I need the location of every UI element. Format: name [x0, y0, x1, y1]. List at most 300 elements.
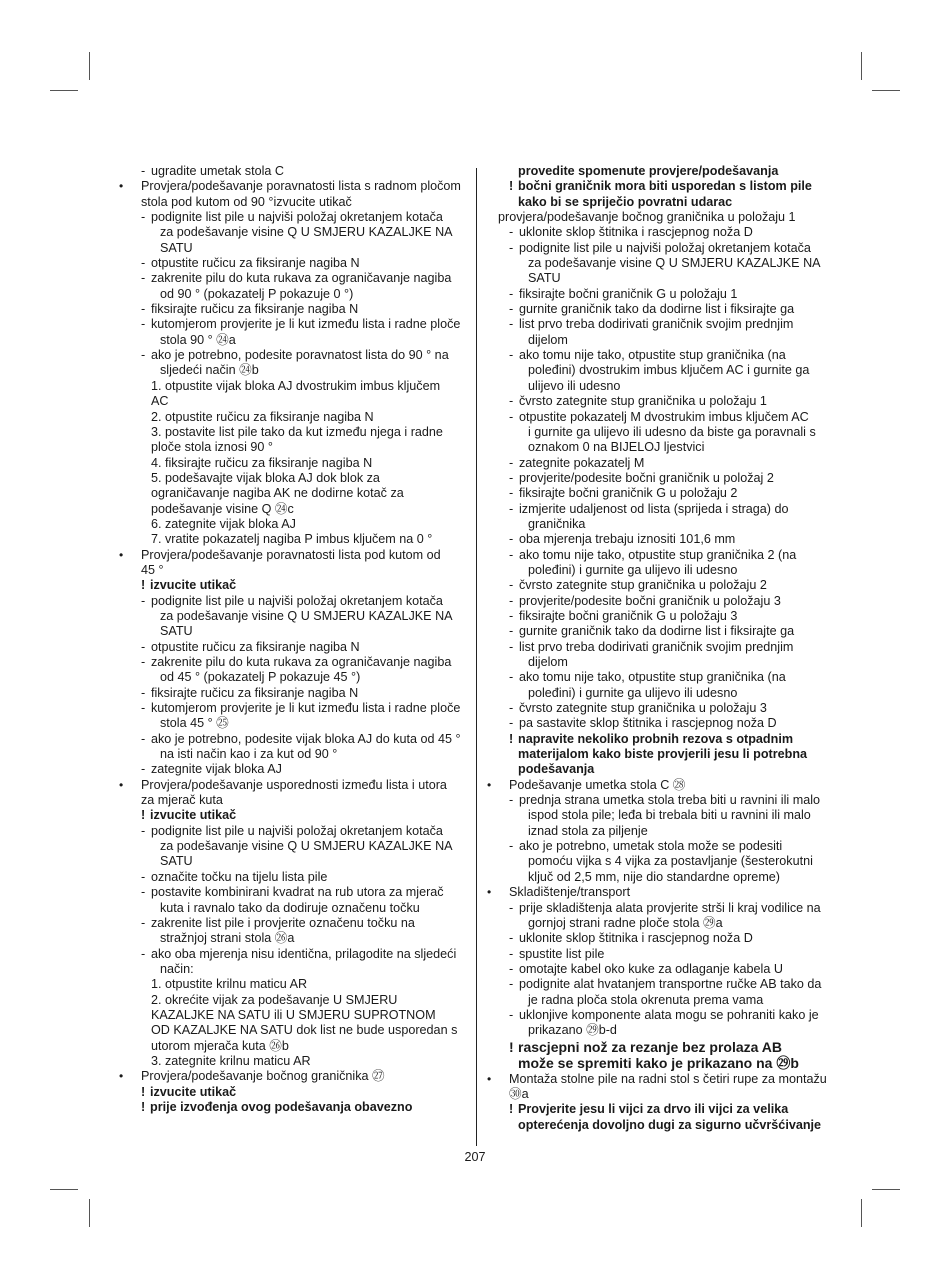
dash-item [487, 931, 837, 946]
warning-item [487, 1102, 837, 1117]
dash-mark: - [141, 731, 146, 746]
dash-item [119, 686, 469, 701]
line-text: izvucite utikač [150, 578, 237, 593]
line-text: prije izvođenja ovog podešavanja obavezno [150, 1099, 413, 1114]
line-text: poleđini) i gurnite ga ulijevo ili udesno [528, 562, 738, 577]
bullet-item [119, 548, 469, 563]
dash-item [487, 456, 837, 471]
line-text: stola 90 ° ㉔a [160, 332, 236, 347]
continuation-line [119, 1023, 469, 1038]
line-text: od 90 ° (pokazatelj P pokazuje 0 °) [160, 286, 354, 301]
line-text: napravite nekoliko probnih rezova s otpadnim [518, 731, 794, 746]
dash-mark: - [509, 977, 514, 992]
dash-item [487, 532, 837, 547]
dash-mark: - [141, 271, 146, 286]
dash-mark: - [509, 716, 514, 731]
line-text: list prvo treba dodirivati graničnik svojim prednjim [519, 317, 794, 332]
line-text: uklonjive komponente alata mogu se pohraniti kako je [519, 1007, 819, 1022]
dash-item [119, 348, 469, 363]
line-text: zategnite pokazatelj M [519, 455, 645, 470]
continuation-line [119, 333, 469, 348]
continuation-line [487, 517, 837, 532]
line-text: podignite list pile u najviši položaj okretanjem kotača [151, 210, 443, 225]
continuation-line [119, 1039, 469, 1054]
line-text: ako tomu nije tako, otpustite stup graničnika 2 (na [519, 547, 797, 562]
dash-item [487, 410, 837, 425]
line-text: provjerite/podesite bočni graničnik u položaj 2 [519, 470, 774, 485]
dash-item [119, 701, 469, 716]
line-text: zategnite vijak bloka AJ [151, 762, 282, 777]
dash-mark: - [141, 317, 146, 332]
dash-item [487, 947, 837, 962]
dash-item [487, 977, 837, 992]
numbered-step [119, 993, 469, 1008]
dash-mark: - [509, 532, 514, 547]
line-text: 3. postavite list pile tako da kut između njega i radne [151, 424, 443, 439]
line-text: 4. fiksirajte ručicu za fiksiranje nagiba N [151, 455, 373, 470]
column-divider [476, 168, 477, 1146]
crop-mark [50, 90, 78, 91]
line-text: KAZALJKE NA SATU ili U SMJERU SUPROTNOM [151, 1007, 436, 1022]
dash-item [487, 901, 837, 916]
dash-item [487, 793, 837, 808]
line-text: ograničavanje nagiba AK ne dodirne kotač za [151, 486, 404, 501]
continuation-line [487, 1023, 837, 1038]
warning-mark-icon: ! [509, 179, 514, 194]
line-text: čvrsto zategnite stup graničnika u položaju 1 [519, 394, 767, 409]
continuation-line [119, 241, 469, 256]
continuation-line [487, 440, 837, 455]
dash-mark: - [141, 946, 146, 961]
continuation-line [487, 1118, 837, 1133]
dash-item [487, 701, 837, 716]
line-text: Provjera/podešavanje bočnog graničnika ㉗ [141, 1069, 385, 1084]
dash-item [119, 762, 469, 777]
line-text: graničnika [528, 516, 586, 531]
line-text: kuta i ravnalo tako da dodiruje označenu točku [160, 900, 420, 915]
continuation-line [487, 993, 837, 1008]
continuation-line [119, 854, 469, 869]
line-text: podešavanja [518, 762, 595, 777]
line-text: ulijevo ili udesno [528, 378, 621, 393]
line-text: način: [160, 961, 194, 976]
line-text: 3. zategnite krilnu maticu AR [151, 1053, 311, 1068]
bullet-icon: • [119, 1069, 124, 1084]
dash-mark: - [509, 839, 514, 854]
line-text: stražnjoj strani stola ㉖a [160, 931, 295, 946]
line-text: čvrsto zategnite stup graničnika u položaju 3 [519, 701, 767, 716]
line-text: rascjepni nož za rezanje bez prolaza AB [518, 1038, 783, 1055]
continuation-line [487, 1087, 837, 1102]
continuation-line [119, 901, 469, 916]
continuation-line [119, 394, 469, 409]
dash-mark: - [141, 655, 146, 669]
line-text: ako je potrebno, podesite vijak bloka AJ do kuta od 45 ° [151, 731, 461, 746]
numbered-step [119, 1054, 469, 1069]
line-text: spustite list pile [519, 946, 605, 961]
dash-mark: - [141, 164, 146, 178]
line-text: i gurnite ga ulijevo ili udesno da biste ga poravnali s [528, 424, 816, 439]
line-text: OD KAZALJKE NA SATU dok list ne bude usporedan s [151, 1023, 458, 1038]
line-text: izvucite utikač [150, 1084, 237, 1099]
dash-mark: - [509, 302, 514, 317]
dash-mark: - [509, 240, 514, 255]
dash-mark: - [509, 394, 514, 409]
line-text: poleđini) i gurnite ga ulijevo ili udesno [528, 685, 738, 700]
continuation-line [119, 931, 469, 946]
line-text: fiksirajte bočni graničnik G u položaju 1 [519, 286, 738, 301]
line-text: utorom mjerača kuta ㉖b [151, 1038, 289, 1053]
line-text: izvucite utikač [150, 808, 237, 823]
warning-mark-icon: ! [141, 1084, 146, 1099]
crop-mark [89, 52, 90, 80]
line-text: Montaža stolne pile na radni stol s četiri rupe za montažu [509, 1071, 827, 1086]
numbered-step [119, 379, 469, 394]
line-text: 6. zategnite vijak bloka AJ [151, 516, 296, 531]
line-text: 5. podešavajte vijak bloka AJ dok blok za [151, 470, 380, 485]
dash-item [487, 716, 837, 731]
line-text: za podešavanje visine Q U SMJERU KAZALJKE NA [528, 256, 821, 271]
dash-mark: - [509, 639, 514, 654]
dash-mark: - [509, 486, 514, 501]
continuation-line [119, 747, 469, 762]
warning-item [119, 808, 469, 823]
continuation-line [487, 425, 837, 440]
dash-mark: - [509, 348, 514, 363]
line-text: fiksirajte bočni graničnik G u položaju 3 [519, 608, 738, 623]
dash-mark: - [509, 961, 514, 976]
warning-item [487, 1039, 837, 1056]
bullet-icon: • [487, 885, 492, 900]
line-text: otpustite pokazatelj M dvostrukim imbus ključem AC [519, 409, 809, 424]
line-text: zakrenite pilu do kuta rukava za ograničavanje nagiba [151, 655, 452, 669]
line-text: postavite kombinirani kvadrat na rub utora za mjerač [151, 885, 444, 900]
line-text: ako je potrebno, umetak stola može se podesiti [519, 839, 783, 854]
warning-mark-icon: ! [509, 731, 514, 746]
continuation-line [487, 762, 837, 777]
bullet-icon: • [119, 547, 124, 562]
line-text: oznakom 0 na BIJELOJ ljestvici [528, 440, 705, 455]
line-text: 1. otpustite krilnu maticu AR [151, 977, 308, 992]
dash-mark: - [509, 931, 514, 946]
continuation-line [487, 195, 837, 210]
bullet-item [487, 778, 837, 793]
line-text: za mjerač kuta [141, 793, 223, 808]
bullet-item [487, 885, 837, 900]
line-text: otpustite ručicu za fiksiranje nagiba N [151, 256, 360, 271]
line-text: dijelom [528, 655, 568, 669]
continuation-line [487, 256, 837, 271]
line-text: Provjera/podešavanje poravnatosti lista s radnom pločom [141, 179, 461, 194]
dash-item [119, 947, 469, 962]
line-text: kutomjerom provjerite je li kut između lista i radne ploče [151, 701, 461, 716]
continuation-line [487, 916, 837, 931]
dash-item [487, 578, 837, 593]
dash-item [119, 317, 469, 332]
numbered-step [119, 425, 469, 440]
line-text: kako bi se spriječio povratni udarac [518, 194, 733, 209]
continuation-line [487, 271, 837, 286]
line-text: Provjera/podešavanje poravnatosti lista pod kutom od [141, 547, 441, 562]
continuation-line [487, 686, 837, 701]
continuation-line [487, 563, 837, 578]
dash-mark: - [509, 701, 514, 716]
line-text: provjerite/podesite bočni graničnik u položaju 3 [519, 593, 781, 608]
line-text: gurnite graničnik tako da dodirne list i fiksirajte ga [519, 624, 795, 639]
continuation-line [119, 962, 469, 977]
line-text: SATU [160, 854, 193, 869]
dash-mark: - [509, 624, 514, 639]
line-text: uklonite sklop štitnika i rascjepnog noža D [519, 225, 753, 240]
dash-item [119, 594, 469, 609]
dash-mark: - [509, 317, 514, 332]
continuation-line [119, 670, 469, 685]
line-text: SATU [160, 240, 193, 255]
continuation-line [119, 609, 469, 624]
dash-item [487, 839, 837, 854]
line-text: prednja strana umetka stola treba biti u ravnini ili malo [519, 793, 821, 808]
line-text: od 45 ° (pokazatelj P pokazuje 45 °) [160, 670, 361, 685]
line-text: ㉚a [509, 1086, 529, 1101]
warning-mark-icon: ! [141, 1099, 146, 1114]
line-text: 7. vratite pokazatelj nagiba P imbus ključem na 0 ° [151, 532, 433, 547]
line-text: iznad stola za piljenje [528, 823, 648, 838]
line-text: SATU [528, 271, 561, 286]
line-text: je radna ploča stola okrenuta prema vama [528, 992, 764, 1007]
continuation-line [119, 624, 469, 639]
line-text: ako oba mjerenja nisu identična, prilagodite na sljedeći [151, 946, 457, 961]
line-text: podignite alat hvatanjem transportne ručke AB tako da [519, 977, 822, 992]
dash-mark: - [509, 946, 514, 961]
dash-mark: - [509, 670, 514, 685]
dash-item [119, 732, 469, 747]
line-text: Provjerite jesu li vijci za drvo ili vijci za velika [518, 1102, 789, 1117]
warning-item [119, 578, 469, 593]
dash-item [487, 609, 837, 624]
dash-item [487, 502, 837, 517]
left-column [119, 164, 469, 1115]
line-text: uklonite sklop štitnika i rascjepnog noža D [519, 931, 753, 946]
line-text: 1. otpustite vijak bloka AJ dvostrukim imbus ključem [151, 378, 441, 393]
dash-item [487, 394, 837, 409]
line-text: kutomjerom provjerite je li kut između lista i radne ploče [151, 317, 461, 332]
line-text: gornjoj strani radne ploče stola ㉙a [528, 915, 723, 930]
line-text: podignite list pile u najviši položaj okretanjem kotača [151, 593, 443, 608]
numbered-step [119, 977, 469, 992]
warning-mark-icon: ! [141, 808, 146, 823]
line-text: 2. okrećite vijak za podešavanje U SMJERU [151, 992, 398, 1007]
dash-item [487, 302, 837, 317]
dash-mark: - [141, 302, 146, 317]
numbered-step [119, 471, 469, 486]
line-text: omotajte kabel oko kuke za odlaganje kabela U [519, 961, 783, 976]
numbered-step [119, 456, 469, 471]
dash-item [119, 256, 469, 271]
continuation-line [487, 870, 837, 885]
line-text: pomoću vijka s 4 vijka za postavljanje (šesterokutni [528, 854, 813, 869]
continuation-line [487, 747, 837, 762]
bullet-icon: • [119, 777, 124, 792]
line-text: izmjerite udaljenost od lista (sprijeda i straga) do [519, 501, 789, 516]
warning-item [487, 179, 837, 194]
line-text: čvrsto zategnite stup graničnika u položaju 2 [519, 578, 767, 593]
dash-item [487, 594, 837, 609]
line-text: 45 ° [141, 562, 164, 577]
dash-item [487, 640, 837, 655]
continuation-line [119, 839, 469, 854]
line-text: Skladištenje/transport [509, 885, 631, 900]
line-text: za podešavanje visine Q U SMJERU KAZALJKE NA [160, 839, 453, 854]
warning-mark-icon: ! [509, 1102, 514, 1117]
line-text: materijalom kako biste provjerili jesu li potrebna [518, 747, 808, 762]
line-text: fiksirajte ručicu za fiksiranje nagiba N [151, 685, 359, 700]
dash-item [119, 640, 469, 655]
dash-mark: - [509, 455, 514, 470]
continuation-line [487, 379, 837, 394]
dash-mark: - [509, 409, 514, 424]
line-text: Podešavanje umetka stola C ㉘ [509, 777, 686, 792]
line-text: list prvo treba dodirivati graničnik svojim prednjim [519, 639, 794, 654]
dash-item [487, 486, 837, 501]
dash-item [487, 225, 837, 240]
dash-item [487, 241, 837, 256]
continuation-line [487, 164, 837, 179]
dash-mark: - [141, 762, 146, 777]
line-text: opterećenja dovoljno dugi za sigurno učvršćivanje [518, 1117, 822, 1132]
line-text: AC [151, 394, 169, 409]
continuation-line [119, 363, 469, 378]
line-text: podignite list pile u najviši položaj okretanjem kotača [151, 823, 443, 838]
dash-item [487, 548, 837, 563]
dash-item [487, 348, 837, 363]
dash-item [119, 885, 469, 900]
line-text: otpustite ručicu za fiksiranje nagiba N [151, 639, 360, 654]
bullet-icon: • [119, 179, 124, 194]
continuation-line [119, 225, 469, 240]
bullet-item [487, 1072, 837, 1087]
dash-item [119, 302, 469, 317]
bullet-icon: • [487, 777, 492, 792]
continuation-line [487, 333, 837, 348]
continuation-line [119, 287, 469, 302]
line-text: dijelom [528, 332, 568, 347]
dash-mark: - [141, 256, 146, 271]
line-text: gurnite graničnik tako da dodirne list i fiksirajte ga [519, 302, 795, 317]
warning-mark-icon: ! [509, 1038, 514, 1055]
line-text: provedite spomenute provjere/podešavanja [518, 164, 779, 178]
numbered-step [119, 517, 469, 532]
dash-item [487, 1008, 837, 1023]
continuation-line [119, 440, 469, 455]
text-line [487, 210, 837, 225]
line-text: prije skladištenja alata provjerite strši li kraj vodilice na [519, 900, 821, 915]
dash-item [119, 916, 469, 931]
dash-item [487, 962, 837, 977]
line-text: pa sastavite sklop štitnika i rascjepnog noža D [519, 716, 777, 731]
line-text: fiksirajte bočni graničnik G u položaju 2 [519, 486, 738, 501]
dash-mark: - [141, 639, 146, 654]
continuation-line [487, 808, 837, 823]
line-text: podešavanje visine Q ㉔c [151, 501, 294, 516]
crop-mark [50, 1189, 78, 1190]
continuation-line [487, 854, 837, 869]
dash-mark: - [509, 793, 514, 808]
dash-item [487, 287, 837, 302]
continuation-line [119, 716, 469, 731]
line-text: provjera/podešavanje bočnog graničnika u položaju 1 [498, 210, 796, 225]
continuation-line [119, 195, 469, 210]
dash-mark: - [141, 869, 146, 884]
line-text: ako tomu nije tako, otpustite stup graničnika (na [519, 670, 786, 685]
line-text: označite točku na tijelu lista pile [151, 869, 328, 884]
line-text: može se spremiti kako je prikazano na ㉙b [518, 1055, 799, 1072]
continuation-line [119, 502, 469, 517]
warning-item [119, 1100, 469, 1115]
dash-mark: - [141, 348, 146, 363]
dash-mark: - [509, 593, 514, 608]
continuation-line [487, 655, 837, 670]
dash-mark: - [141, 915, 146, 930]
dash-item [119, 271, 469, 286]
line-text: 2. otpustite ručicu za fiksiranje nagiba N [151, 409, 374, 424]
dash-mark: - [141, 701, 146, 716]
dash-item [487, 471, 837, 486]
continuation-line [119, 563, 469, 578]
dash-mark: - [509, 501, 514, 516]
dash-mark: - [509, 470, 514, 485]
line-text: za podešavanje visine Q U SMJERU KAZALJKE NA [160, 608, 453, 623]
crop-mark [872, 1189, 900, 1190]
dash-mark: - [509, 547, 514, 562]
right-column [487, 164, 837, 1133]
line-text: bočni graničnik mora biti usporedan s listom pile [518, 179, 812, 194]
page-number: 207 [464, 1150, 486, 1164]
line-text: ispod stola pile; leđa bi trebala biti u ravnini ili malo [528, 808, 811, 823]
line-text: Provjera/podešavanje usporednosti između lista i utora [141, 777, 447, 792]
line-text: ako je potrebno, podesite poravnatost lista do 90 ° na [151, 348, 449, 363]
dash-mark: - [509, 578, 514, 593]
bullet-item [119, 778, 469, 793]
dash-mark: - [141, 593, 146, 608]
line-text: ako tomu nije tako, otpustite stup graničnika (na [519, 348, 786, 363]
line-text: oba mjerenja trebaju iznositi 101,6 mm [519, 532, 736, 547]
line-text: sljedeći način ㉔b [160, 363, 259, 378]
continuation-line [119, 793, 469, 808]
dash-mark: - [509, 608, 514, 623]
warning-item [487, 732, 837, 747]
dash-mark: - [509, 225, 514, 240]
warning-item [119, 1085, 469, 1100]
line-text: zakrenite list pile i provjerite označenu točku na [151, 915, 415, 930]
line-text: prikazano ㉙b-d [528, 1023, 617, 1038]
dash-item [487, 317, 837, 332]
line-text: za podešavanje visine Q U SMJERU KAZALJKE NA [160, 225, 453, 240]
bullet-item [119, 179, 469, 194]
bullet-icon: • [487, 1071, 492, 1086]
dash-mark: - [509, 900, 514, 915]
dash-mark: - [141, 685, 146, 700]
crop-mark [872, 90, 900, 91]
continuation-line [487, 363, 837, 378]
crop-mark [89, 1199, 90, 1227]
continuation-line [119, 1008, 469, 1023]
dash-mark: - [509, 1007, 514, 1022]
numbered-step [119, 410, 469, 425]
line-text: podignite list pile u najviši položaj okretanjem kotača [519, 240, 811, 255]
dash-mark: - [141, 823, 146, 838]
dash-item [119, 210, 469, 225]
line-text: SATU [160, 624, 193, 639]
